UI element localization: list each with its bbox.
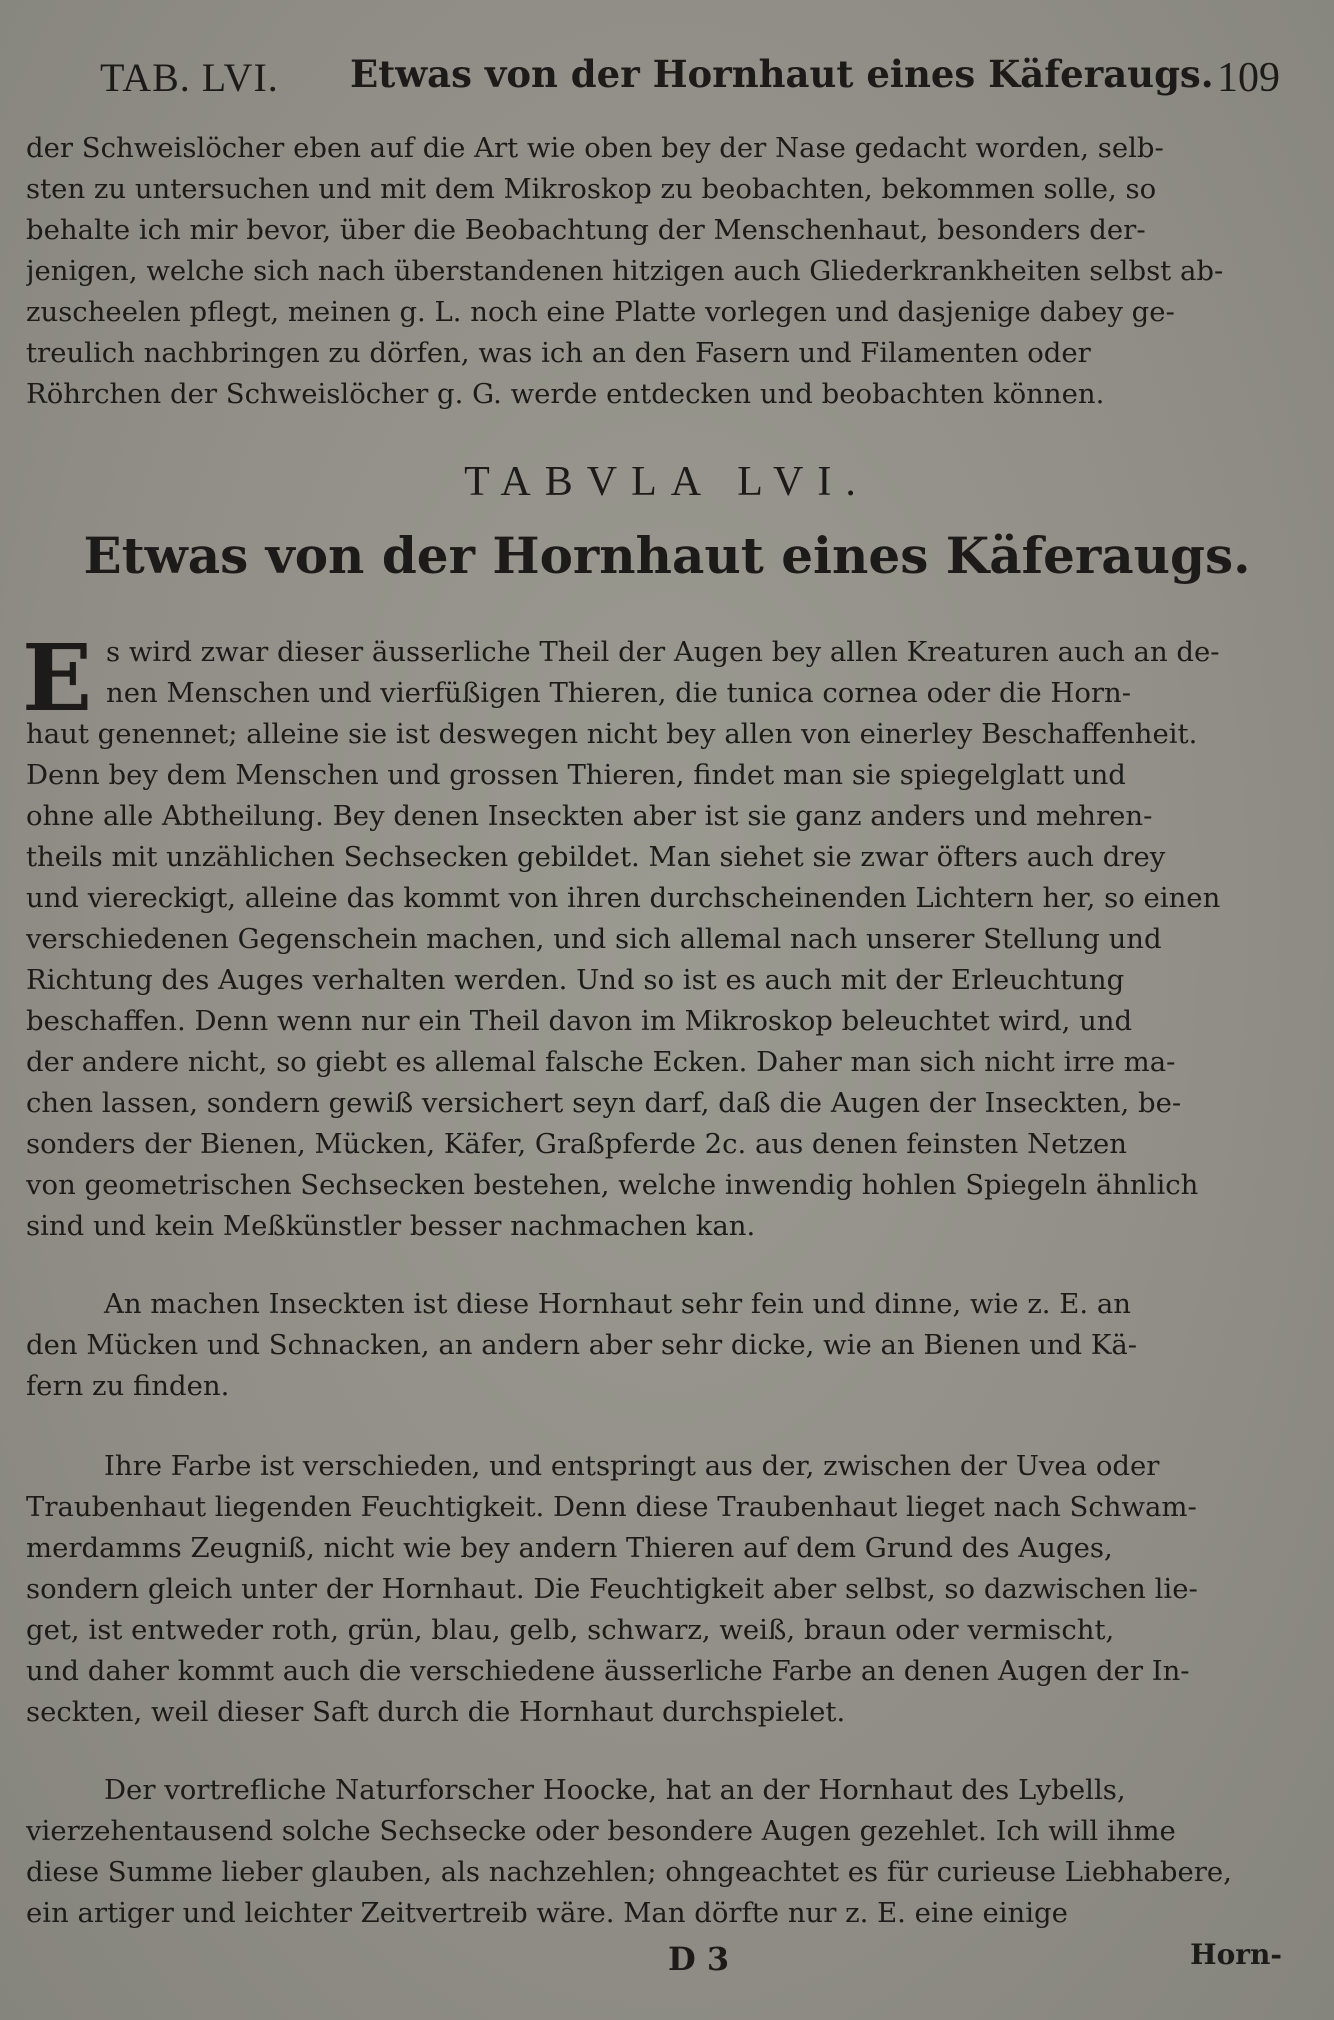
text-line: diese Summe lieber glauben, als nachzehlen; ohngeachtet es für curieuse Liebhabere, (26, 1856, 1232, 1888)
text-line: haut genennet; alleine sie ist deswegen nicht bey allen von einerley Beschaffenheit. (26, 718, 1198, 750)
text-line: get, ist entweder roth, grün, blau, gelb, schwarz, weiß, braun oder vermischt, (26, 1614, 1115, 1646)
text-line: und daher kommt auch die verschiedene äusserliche Farbe an denen Augen der In- (26, 1655, 1190, 1687)
text-line: und viereckigt, alleine das kommt von ihren durchscheinenden Lichtern her, so einen (26, 882, 1221, 914)
text-line: zuscheelen pflegt, meinen g. L. noch eine Platte vorlegen und dasjenige dabey ge- (26, 296, 1175, 328)
text-line: jenigen, welche sich nach überstandenen hitzigen auch Gliederkrankheiten selbst ab- (26, 255, 1224, 287)
intro-paragraph (26, 128, 1282, 415)
text-line: sonders der Bienen, Mücken, Käfer, Graßpferde 2c. aus denen feinsten Netzen (26, 1128, 1127, 1160)
text-line: merdamms Zeugniß, nicht wie bey andern Thieren auf dem Grund des Auges, (26, 1532, 1113, 1564)
text-line: Richtung des Auges verhalten werden. Und so ist es auch mit der Erleuchtung (26, 964, 1125, 996)
text-line: von geometrischen Sechsecken bestehen, welche inwendig hohlen Spiegeln ähnlich (26, 1169, 1199, 1201)
text-line: Denn bey dem Menschen und grossen Thieren, findet man sie spiegelglatt und (26, 759, 1126, 791)
text-line: beschaffen. Denn wenn nur ein Theil davon im Mikroskop beleuchtet wird, und (26, 1005, 1133, 1037)
text-line: ein artiger und leichter Zeitvertreib wäre. Man dörfte nur z. E. eine einige (26, 1897, 1068, 1929)
page-number: 109 (1217, 55, 1280, 101)
text-line: nen Menschen und vierfüßigen Thieren, die tunica cornea oder die Horn- (106, 677, 1132, 709)
text-line: verschiedenen Gegenschein machen, und sich allemal nach unserer Stellung und (26, 923, 1162, 955)
text-line: sten zu untersuchen und mit dem Mikroskop zu beobachten, bekommen solle, so (26, 173, 1157, 205)
paragraph-4 (26, 1770, 1282, 1934)
signature-mark: D 3 (668, 1940, 730, 1978)
text-line: behalte ich mir bevor, über die Beobachtung der Menschenhaut, besonders der- (26, 214, 1146, 246)
text-line: s wird zwar dieser äusserliche Theil der Augen bey allen Kreaturen auch an de- (106, 636, 1220, 668)
text-line: sondern gleich unter der Hornhaut. Die Feuchtigkeit aber selbst, so dazwischen lie- (26, 1573, 1198, 1605)
section-title: Etwas von der Hornhaut eines Käferaugs. (83, 526, 1251, 585)
catchword: Horn- (1190, 1938, 1282, 1971)
running-header (100, 40, 1280, 110)
header-tab-label: TAB. LVI. (100, 55, 279, 100)
text-line: seckten, weil dieser Saft durch die Hornhaut durchspielet. (26, 1696, 846, 1728)
text-line: Der vortrefliche Naturforscher Hoocke, hat an der Hornhaut des Lybells, (104, 1774, 1126, 1806)
text-line: vierzehentausend solche Sechsecke oder besondere Augen gezehlet. Ich will ihme (26, 1815, 1176, 1847)
section-label: TABVLA LVI. (464, 459, 870, 505)
text-line: sind und kein Meßkünstler besser nachmachen kan. (26, 1210, 756, 1242)
text-line: fern zu finden. (26, 1370, 230, 1402)
text-line: An machen Inseckten ist diese Hornhaut sehr fein und dinne, wie z. E. an (104, 1288, 1131, 1320)
header-title: Etwas von der Hornhaut eines Käferaugs. (350, 52, 1214, 96)
text-line: chen lassen, sondern gewiß versichert seyn darf, daß die Augen der Inseckten, be- (26, 1087, 1182, 1119)
paragraph-2 (26, 1284, 1282, 1407)
paragraph-3 (26, 1446, 1282, 1733)
text-line: theils mit unzählichen Sechsecken gebildet. Man siehet sie zwar öfters auch drey (26, 841, 1166, 873)
text-line: der Schweislöcher eben auf die Art wie oben bey der Nase gedacht worden, selb- (26, 132, 1164, 164)
paragraph-1 (26, 632, 1282, 1247)
text-line: treulich nachbringen zu dörfen, was ich an den Fasern und Filamenten oder (26, 337, 1091, 369)
text-line: den Mücken und Schnacken, an andern aber sehr dicke, wie an Bienen und Kä- (26, 1329, 1138, 1361)
text-line: der andere nicht, so giebt es allemal falsche Ecken. Daher man sich nicht irre ma- (26, 1046, 1176, 1078)
drop-cap: E (22, 624, 93, 732)
text-line: Traubenhaut liegenden Feuchtigkeit. Denn diese Traubenhaut lieget nach Schwam- (26, 1491, 1197, 1523)
text-line: ohne alle Abtheilung. Bey denen Inseckten aber ist sie ganz anders und mehren- (26, 800, 1153, 832)
text-line: Ihre Farbe ist verschieden, und entspringt aus der, zwischen der Uvea oder (104, 1450, 1160, 1482)
text-line: Röhrchen der Schweislöcher g. G. werde entdecken und beobachten können. (26, 378, 1105, 410)
